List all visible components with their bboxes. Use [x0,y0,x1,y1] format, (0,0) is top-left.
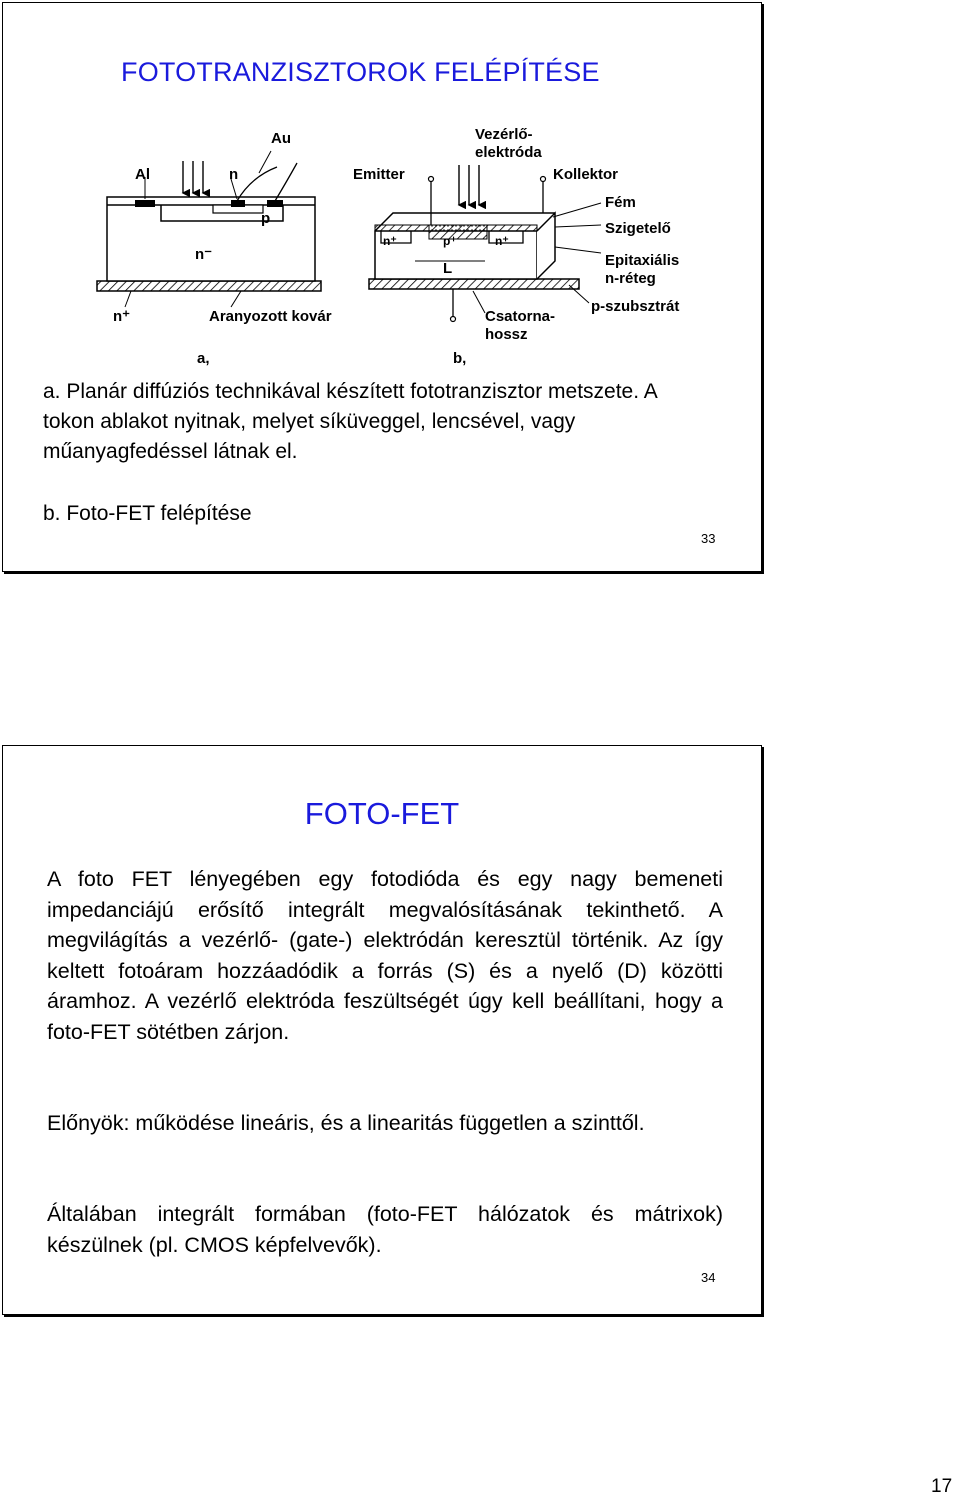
label-L: L [443,260,453,277]
slide-page-number: 33 [701,531,716,546]
label-epitaxialis-1: Epitaxiális [605,252,680,269]
label-szigetelo: Szigetelő [605,220,671,237]
page-number: 17 [931,1476,953,1497]
label-b: b, [453,350,467,367]
label-vezerlo-2: elektróda [475,144,542,161]
label-n: n [229,166,239,183]
slide-title: FOTOTRANZISZTOROK FELÉPÍTÉSE [121,57,600,87]
label-epitaxialis-2: n-réteg [605,270,656,287]
label-vezerlo-1: Vezérlő- [475,126,533,143]
label-csatorna-1: Csatorna- [485,308,556,325]
slide-34 [2,745,762,1315]
diagram-b [353,126,679,367]
label-p-plus: p⁺ [443,234,457,248]
label-al: Al [135,166,150,183]
label-fem: Fém [605,194,636,211]
label-au: Au [271,130,291,147]
label-n-plus-left: n⁺ [383,234,397,248]
label-p: p [261,210,271,227]
caption-a: a. Planár diffúziós technikával készített fototranzisztor metszete. A tokon ablakot nyitnak, melyet síküveggel, lencsével, vagy műanyagfedéssel látnak el. [43,380,657,463]
label-n-minus: n⁻ [195,246,213,263]
diagram-a [97,130,332,367]
paragraph-usage: Általában integrált formában (foto-FET hálózatok és mátrixok) készülnek (pl. CMOS képfelvevők). [47,1202,723,1257]
paragraph-description: A foto FET lényegében egy fotodióda és egy nagy bemeneti impedanciájú erősítő integrált megvalósításának tekinthető. A megvilágítás a vezérlő- (gate-) elektródán keresztül történik. Az így keltett fotoáram hozzáadódik a forrás (S) és a nyelő (D) közötti áramhoz. A vezérlő elektróda feszültségét úgy kell beállítani, hogy a foto-FET sötétben zárjon. [47,867,723,1044]
label-emitter: Emitter [353,166,405,183]
caption-b: b. Foto-FET felépítése [43,502,252,525]
label-n-plus: n⁺ [113,308,131,325]
paragraph-advantages: Előnyök: működése lineáris, és a linearitás független a szinttől. [47,1111,645,1135]
label-csatorna-2: hossz [485,326,528,343]
label-n-plus-right: n⁺ [495,234,509,248]
slide-33 [2,2,762,572]
label-a: a, [197,350,210,367]
slide-title: FOTO-FET [304,796,460,831]
phototransistor-diagram [91,121,731,381]
label-p-szubsztrat: p-szubsztrát [591,298,680,315]
label-aranyozott-kovar: Aranyozott kovár [209,308,332,325]
slide-page-number: 34 [701,1270,716,1285]
label-kollektor: Kollektor [553,166,619,183]
